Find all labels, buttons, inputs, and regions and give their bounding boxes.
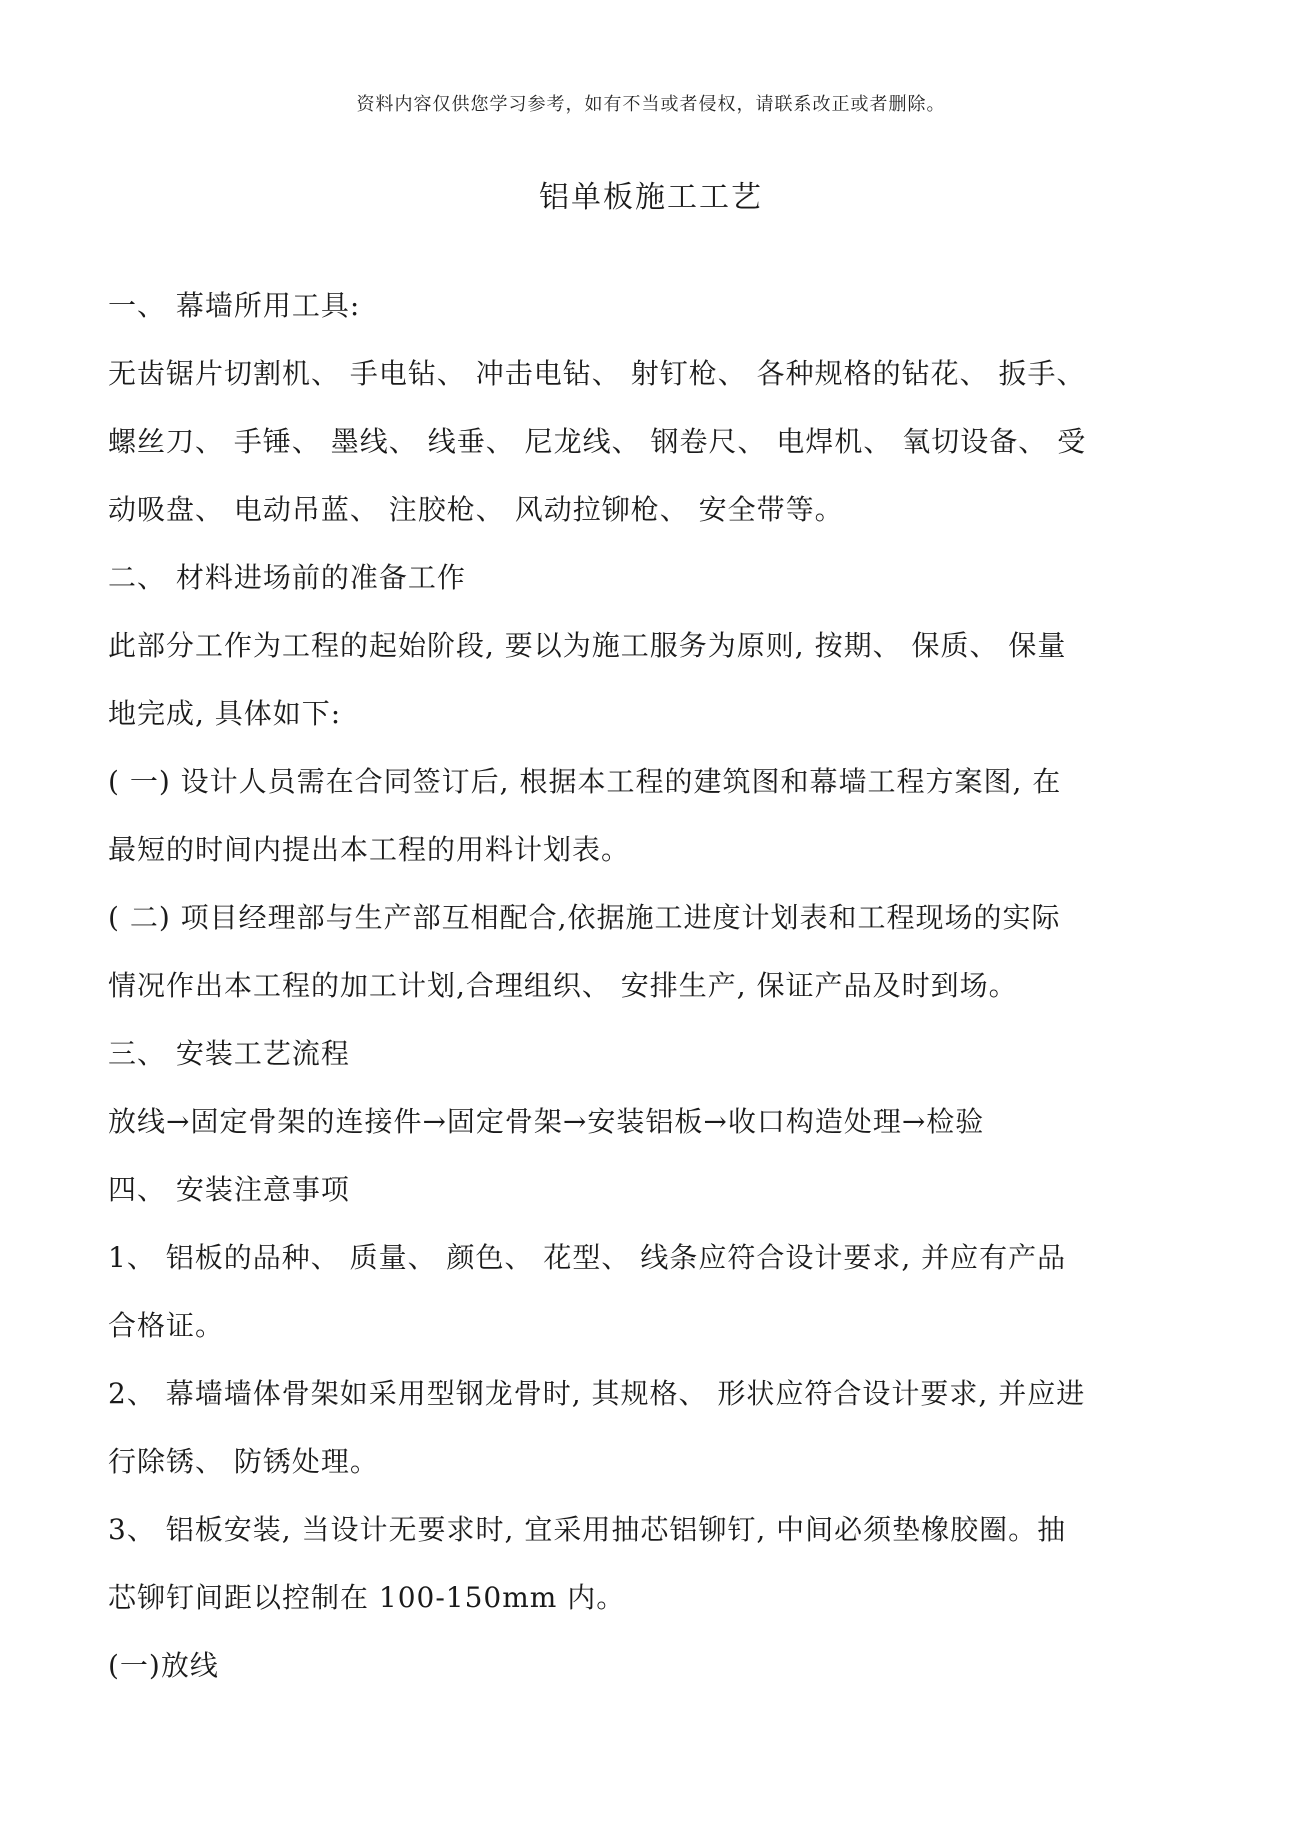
section-heading-notes: 四、 安装注意事项 xyxy=(108,1173,350,1206)
body-line: 最短的时间内提出本工程的用料计划表。 xyxy=(108,833,631,866)
body-line: 合格证。 xyxy=(108,1309,225,1342)
body-line: 行除锈、 防锈处理。 xyxy=(108,1445,379,1478)
copyright-header: 资料内容仅供您学习参考，如有不当或者侵权，请联系改正或者删除。 xyxy=(356,94,946,115)
body-line: ( 二) 项目经理部与生产部互相配合,依据施工进度计划表和工程现场的实际 xyxy=(108,901,1061,934)
body-line: 地完成, 具体如下: xyxy=(108,697,342,730)
body-line: 1、 铝板的品种、 质量、 颜色、 花型、 线条应符合设计要求, 并应有产品 xyxy=(108,1241,1067,1274)
section-heading-process: 三、 安装工艺流程 xyxy=(108,1037,350,1070)
body-line: 动吸盘、 电动吊蓝、 注胶枪、 风动拉铆枪、 安全带等。 xyxy=(108,493,844,526)
body-line: 螺丝刀、 手锤、 墨线、 线垂、 尼龙线、 钢卷尺、 电焊机、 氧切设备、 受 xyxy=(108,425,1087,458)
body-line: 2、 幕墙墙体骨架如采用型钢龙骨时, 其规格、 形状应符合设计要求, 并应进 xyxy=(108,1377,1086,1410)
body-line: 无齿锯片切割机、 手电钻、 冲击电钻、 射钉枪、 各种规格的钻花、 扳手、 xyxy=(108,357,1086,390)
body-line: 3、 铝板安装, 当设计无要求时, 宜采用抽芯铝铆钉, 中间必须垫橡胶圈。抽 xyxy=(108,1513,1067,1546)
body-line: ( 一) 设计人员需在合同签订后, 根据本工程的建筑图和幕墙工程方案图, 在 xyxy=(108,765,1062,798)
document-title: 铝单板施工工艺 xyxy=(539,180,763,215)
subsection-heading-setout: (一)放线 xyxy=(108,1649,219,1682)
body-line: 情况作出本工程的加工计划,合理组织、 安排生产, 保证产品及时到场。 xyxy=(108,969,1018,1002)
section-heading-preparation: 二、 材料进场前的准备工作 xyxy=(108,561,466,594)
section-heading-tools: 一、 幕墙所用工具: xyxy=(108,289,361,322)
body-line: 芯铆钉间距以控制在 100-150mm 内。 xyxy=(108,1581,626,1614)
body-line: 此部分工作为工程的起始阶段, 要以为施工服务为原则, 按期、 保质、 保量 xyxy=(108,629,1067,662)
document-body xyxy=(108,272,1198,1700)
process-flow-line: 放线→固定骨架的连接件→固定骨架→安装铝板→收口构造处理→检验 xyxy=(108,1105,985,1138)
